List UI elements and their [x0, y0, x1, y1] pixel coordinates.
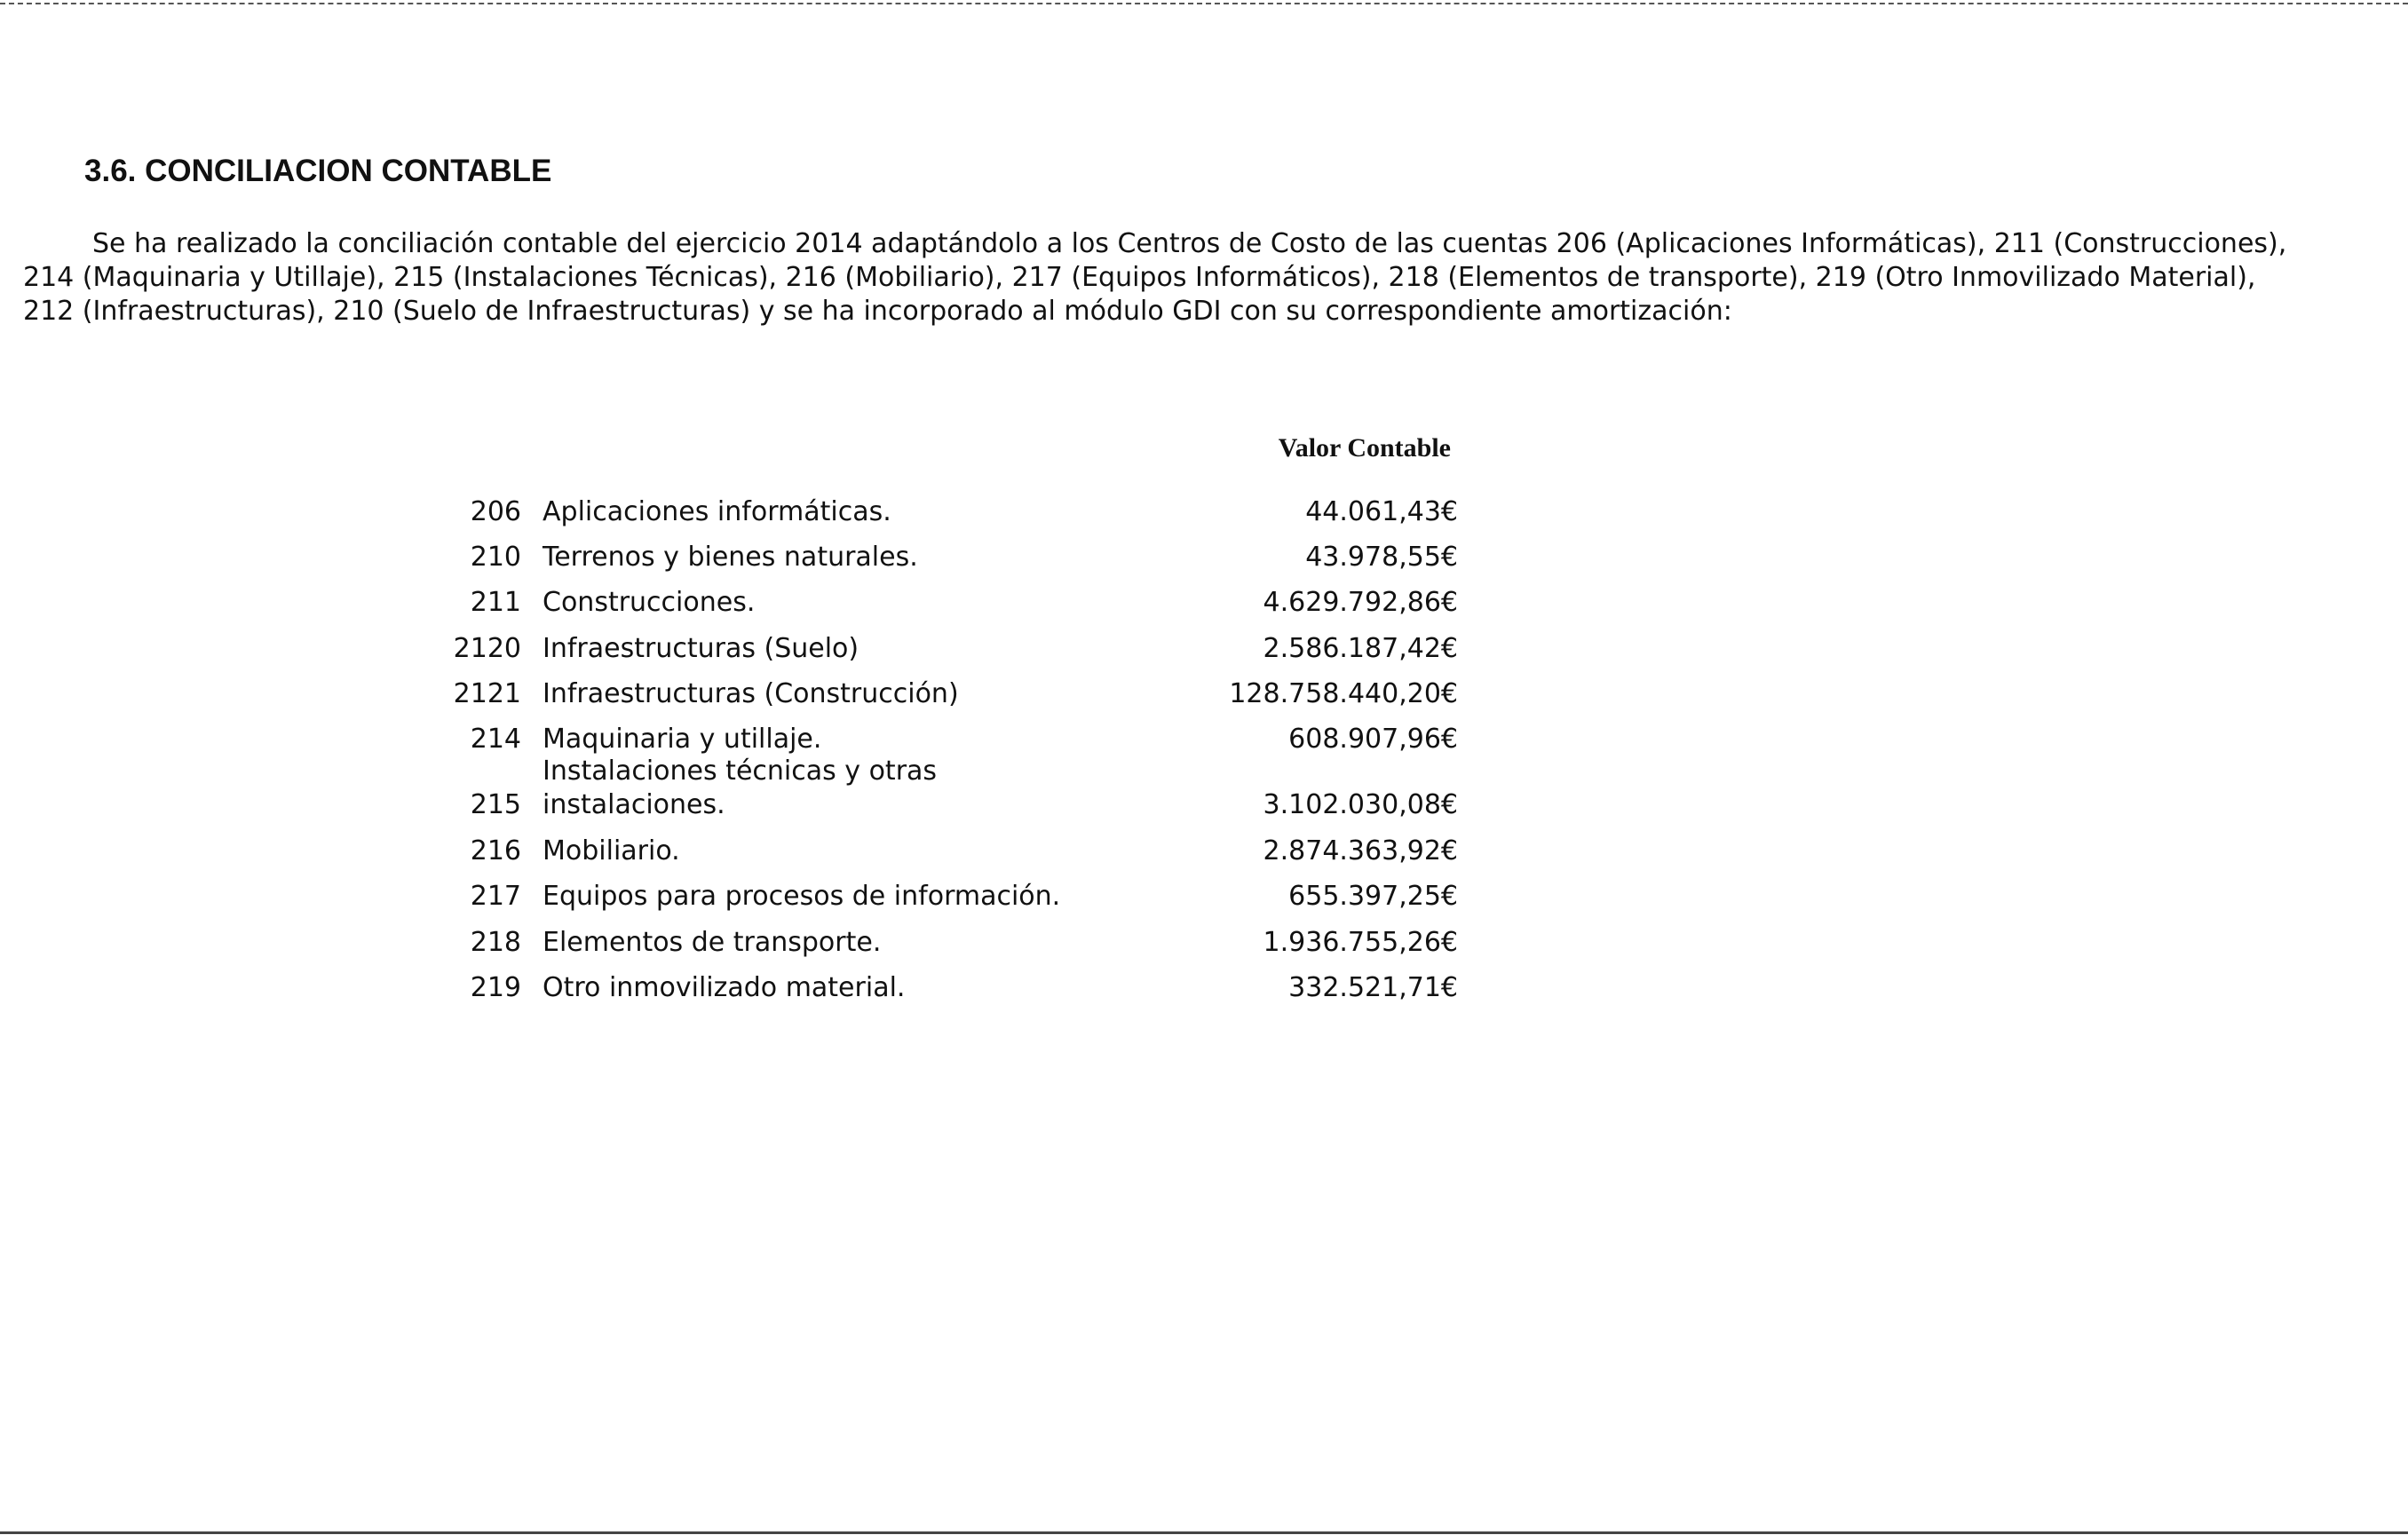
- intro-line: 212 (Infraestructuras), 210 (Suelo de Infraestructuras) y se ha incorporado al módulo GDI con su correspondiente amortización:: [23, 296, 1732, 327]
- account-code: 206: [470, 496, 521, 527]
- account-description: Infraestructuras (Construcción): [543, 678, 959, 709]
- section-title: 3.6. CONCILIACION CONTABLE: [84, 154, 552, 188]
- table-row: [0, 880, 2408, 914]
- account-code: 215: [470, 789, 521, 820]
- account-code: 217: [470, 881, 521, 912]
- account-value: 1.936.755,26€: [1263, 927, 1458, 958]
- table-row: [0, 495, 2408, 529]
- account-code: 216: [470, 835, 521, 866]
- account-description: Equipos para procesos de información.: [543, 881, 1061, 912]
- value-column-header: Valor Contable: [1278, 433, 1451, 463]
- account-code: 2120: [453, 633, 521, 664]
- account-description: Otro inmovilizado material.: [543, 972, 906, 1003]
- account-code: 219: [470, 972, 521, 1003]
- account-value: 608.907,96€: [1288, 724, 1458, 755]
- table-row: [0, 677, 2408, 711]
- account-value: 2.586.187,42€: [1263, 633, 1458, 664]
- table-row: [0, 723, 2408, 756]
- account-value: 43.978,55€: [1305, 542, 1458, 573]
- account-value: 128.758.440,20€: [1229, 678, 1458, 709]
- table-row: [0, 926, 2408, 960]
- account-value: 2.874.363,92€: [1263, 835, 1458, 866]
- table-row: [0, 586, 2408, 620]
- intro-line: Se ha realizado la conciliación contable del ejercicio 2014 adaptándolo a los Centros de Costo de las cuentas 206 (Aplicaciones Informáticas), 211 (Construcciones),: [92, 228, 2287, 259]
- account-description: Maquinaria y utillaje.: [543, 724, 822, 755]
- account-description: Elementos de transporte.: [543, 927, 882, 958]
- account-description: Construcciones.: [543, 587, 756, 618]
- account-code: 2121: [453, 678, 521, 709]
- account-code: 214: [470, 724, 521, 755]
- bottom-divider: [0, 1531, 2408, 1534]
- account-code: 210: [470, 542, 521, 573]
- table-row: [0, 835, 2408, 868]
- account-value: 332.521,71€: [1288, 972, 1458, 1003]
- account-code: 211: [470, 587, 521, 618]
- intro-line: 214 (Maquinaria y Utillaje), 215 (Instalaciones Técnicas), 216 (Mobiliario), 217 (Equipos Informáticos), 218 (Elementos de transporte), 219 (Otro Inmovilizado Material),: [23, 262, 2256, 293]
- account-value: 3.102.030,08€: [1263, 789, 1458, 820]
- account-code: 218: [470, 927, 521, 958]
- table-row-value: [0, 788, 2408, 822]
- account-description: Infraestructuras (Suelo): [543, 633, 859, 664]
- table-row: [0, 971, 2408, 1005]
- account-description: Instalaciones técnicas y otras instalaciones.: [543, 756, 938, 820]
- account-description: Mobiliario.: [543, 835, 680, 866]
- account-value: 4.629.792,86€: [1263, 587, 1458, 618]
- account-value: 655.397,25€: [1288, 881, 1458, 912]
- table-row: [0, 541, 2408, 574]
- account-description: Terrenos y bienes naturales.: [543, 542, 918, 573]
- account-value: 44.061,43€: [1305, 496, 1458, 527]
- table-row: [0, 632, 2408, 666]
- account-description: Aplicaciones informáticas.: [543, 496, 891, 527]
